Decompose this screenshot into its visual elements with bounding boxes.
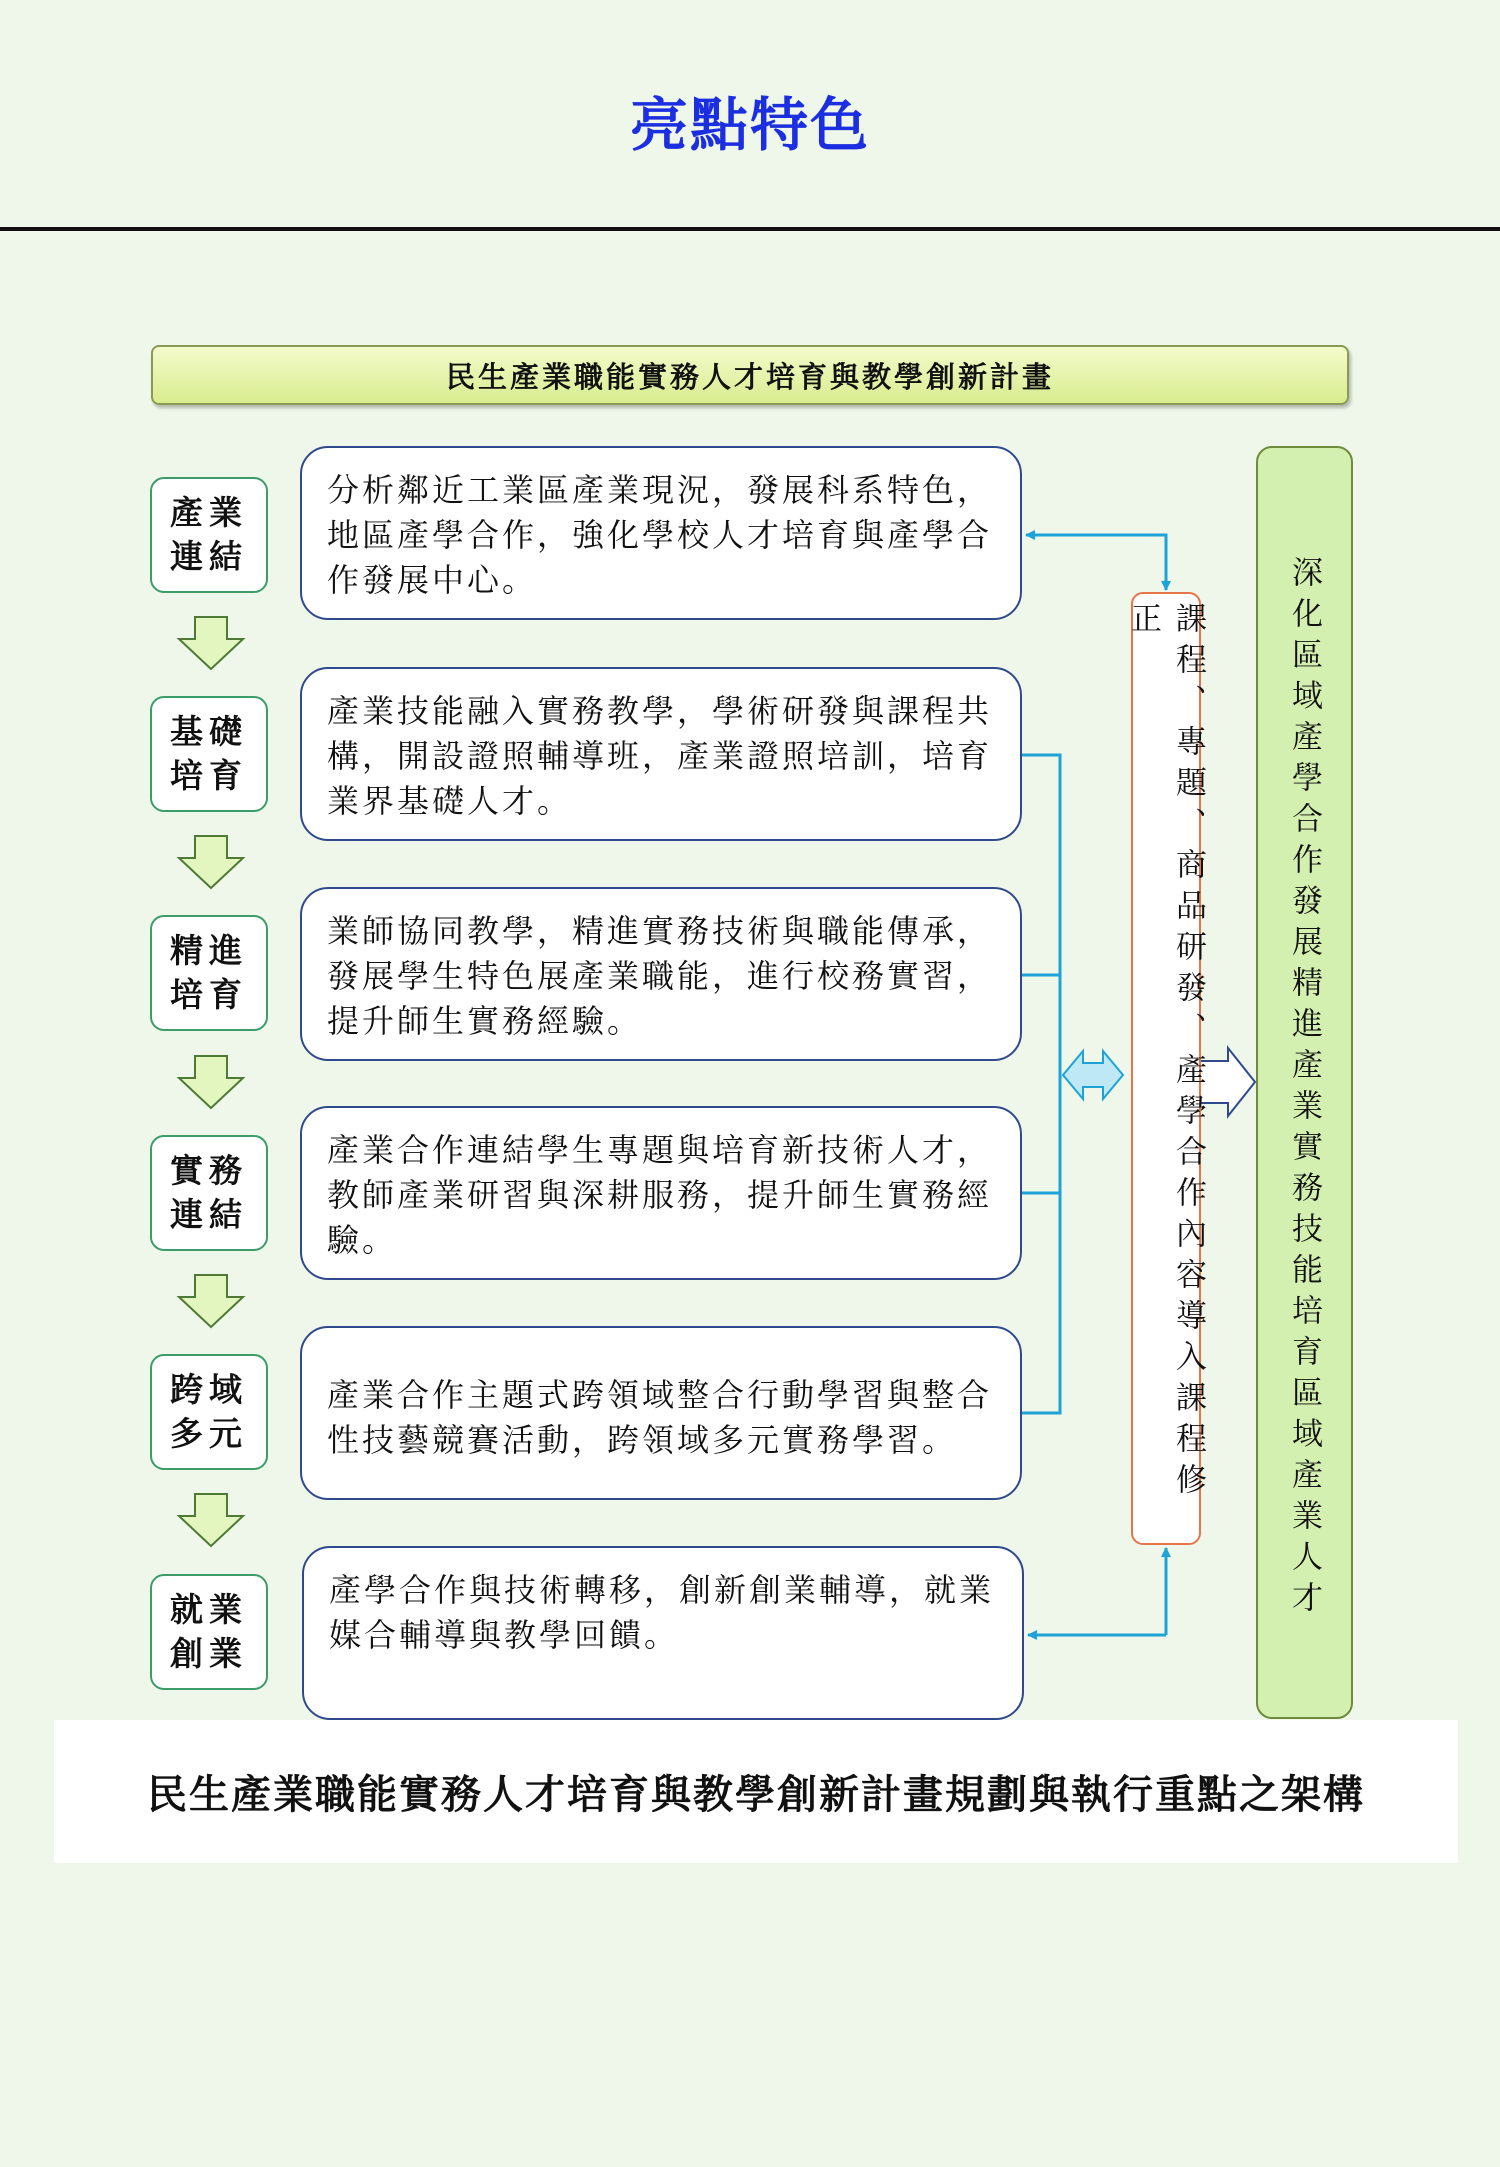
stage-industry-link: 產業 連結 <box>150 477 268 593</box>
stage-description: 產學合作與技術轉移，創新創業輔導，就業媒合輔導與教學回饋。 <box>302 1546 1024 1720</box>
stage-practice-link: 實務 連結 <box>150 1135 268 1251</box>
page-title: 亮點特色 <box>629 91 870 159</box>
bottom-connector <box>1028 1548 1166 1635</box>
stage-cross-domain: 跨域 多元 <box>150 1354 268 1470</box>
down-arrow-4 <box>179 1275 243 1327</box>
course-integration-text: 課程、專題、商品研發、產學合作內容導入課程修正 <box>1125 602 1206 1504</box>
down-arrow-5 <box>179 1494 243 1546</box>
top-connector <box>1026 535 1166 590</box>
stage-description: 產業合作主題式跨領域整合行動學習與整合性技藝競賽活動，跨領域多元實務學習。 <box>300 1326 1022 1500</box>
stage-employment: 就業 創業 <box>150 1574 268 1690</box>
stage-description: 業師協同教學，精進實務技術與職能傳承，發展學生特色展產業職能，進行校務實習，提升師生實務經驗。 <box>300 887 1022 1061</box>
stage-description: 產業技能融入實務教學，學術研發與課程共構，開設證照輔導班，產業證照培訓，培育業界基礎人才。 <box>300 667 1022 841</box>
plan-banner: 民生產業職能實務人才培育與教學創新計畫 <box>151 345 1349 405</box>
stage-advanced-training: 精進 培育 <box>150 915 268 1031</box>
stage-basic-training: 基礎 培育 <box>150 696 268 812</box>
stage-description: 分析鄰近工業區產業現況，發展科系特色，地區產學合作，強化學校人才培育與產學合作發展中心。 <box>300 446 1022 620</box>
down-arrow-3 <box>179 1056 243 1108</box>
down-arrow-1 <box>179 617 243 669</box>
goal-box <box>1256 446 1353 1719</box>
course-integration-box <box>1125 592 1206 1545</box>
middle-bracket <box>1022 755 1060 1413</box>
down-arrow-2 <box>179 836 243 888</box>
double-arrow <box>1063 1051 1123 1099</box>
stage-description: 產業合作連結學生專題與培育新技術人才，教師產業研習與深耕服務，提升師生實務經驗。 <box>300 1106 1022 1280</box>
diagram-caption: 民生產業職能實務人才培育與教學創新計畫規劃與執行重點之架構 <box>147 1771 1365 1818</box>
caption-box <box>54 1720 1458 1863</box>
goal-text: 深化區域產學合作發展精進產業實務技能培育區域產業人才 <box>1286 556 1322 1622</box>
